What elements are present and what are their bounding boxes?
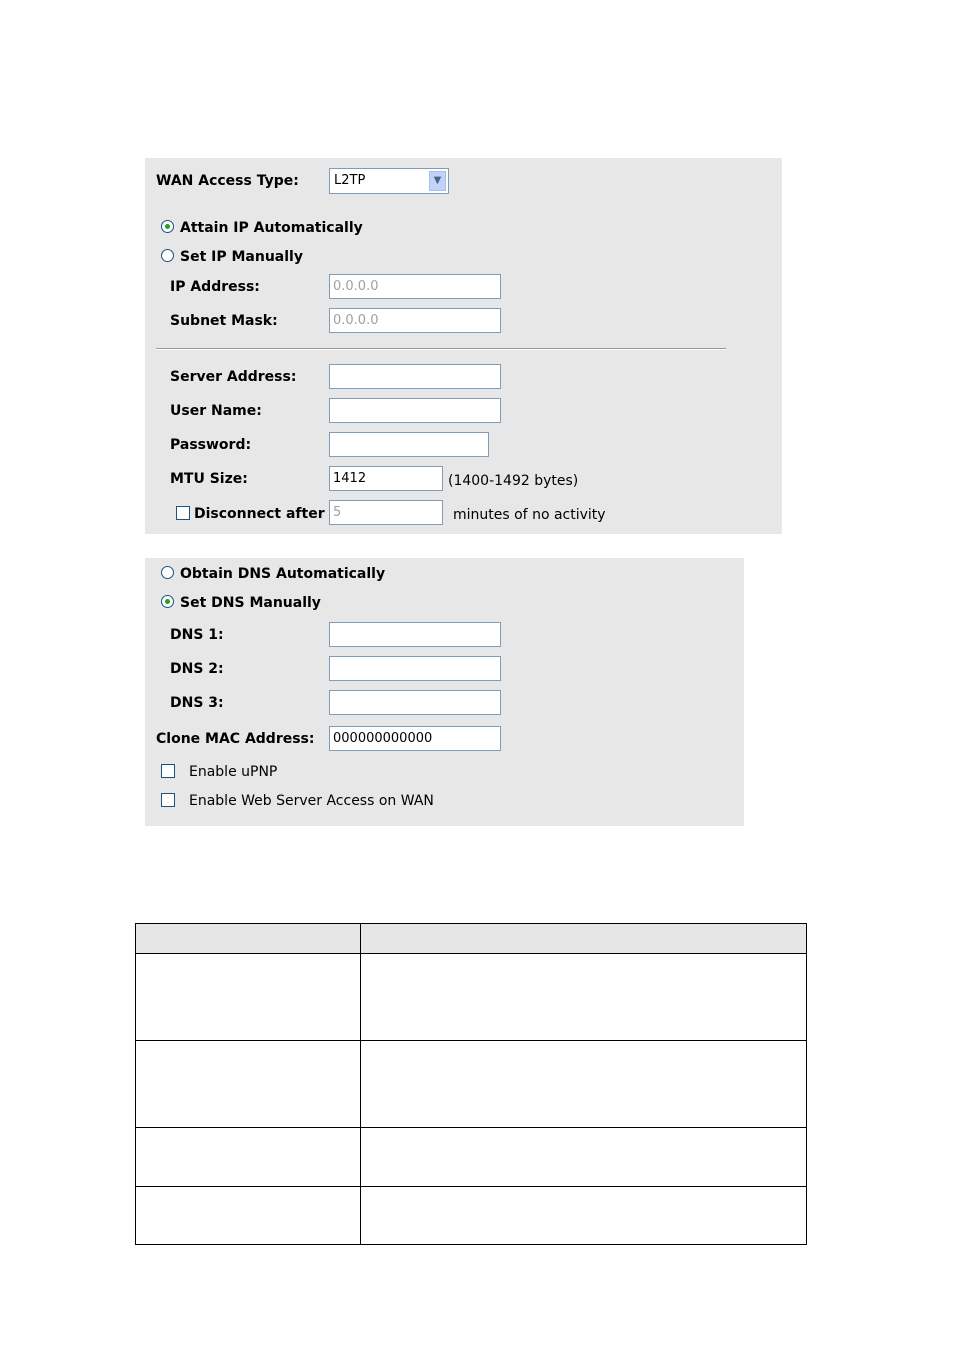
table-cell [361,1187,807,1245]
table-row [136,1128,807,1187]
table-row [136,1041,807,1128]
section-divider [156,348,726,350]
enable-upnp-checkbox[interactable] [161,764,175,778]
enable-web-access-label: Enable Web Server Access on WAN [189,793,434,809]
mtu-size-hint: (1400-1492 bytes) [448,473,579,489]
table-header-row [136,924,807,954]
obtain-dns-radio[interactable] [161,566,174,579]
clone-mac-label: Clone MAC Address: [156,731,315,747]
set-ip-manually-label: Set IP Manually [180,249,303,265]
disconnect-after-checkbox[interactable] [176,506,190,520]
dns1-input[interactable] [329,622,501,647]
password-label: Password: [170,437,252,453]
ip-address-input[interactable]: 0.0.0.0 [329,274,501,299]
set-dns-manually-label: Set DNS Manually [180,595,321,611]
user-name-input[interactable] [329,398,501,423]
server-address-input[interactable] [329,364,501,389]
mtu-size-label: MTU Size: [170,471,248,487]
table-cell [361,1128,807,1187]
wan-access-type-select[interactable] [329,168,449,194]
dns3-label: DNS 3: [170,695,224,711]
obtain-dns-label: Obtain DNS Automatically [180,566,386,582]
subnet-mask-label: Subnet Mask: [170,313,278,329]
table-row [136,954,807,1041]
ip-address-label: IP Address: [170,279,260,295]
dns2-input[interactable] [329,656,501,681]
mtu-size-input[interactable]: 1412 [329,466,443,491]
table-cell [361,954,807,1041]
table-row [136,1187,807,1245]
set-dns-manually-radio[interactable] [161,595,174,608]
table-cell [361,1041,807,1128]
disconnect-after-hint: minutes of no activity [453,507,606,523]
table-cell [136,954,361,1041]
table-cell [136,1041,361,1128]
dns2-label: DNS 2: [170,661,224,677]
disconnect-after-input[interactable]: 5 [329,500,443,525]
subnet-mask-input[interactable]: 0.0.0.0 [329,308,501,333]
table-header-cell [361,924,807,954]
dns3-input[interactable] [329,690,501,715]
disconnect-after-label: Disconnect after [194,506,325,522]
attain-ip-radio[interactable] [161,220,174,233]
description-table [135,923,807,1245]
chevron-down-icon: ▼ [429,171,446,191]
user-name-label: User Name: [170,403,262,419]
table-cell [136,1128,361,1187]
table-cell [136,1187,361,1245]
enable-upnp-label: Enable uPNP [189,764,278,780]
clone-mac-input[interactable]: 000000000000 [329,726,501,751]
wan-access-type-value: L2TP [334,173,366,188]
set-ip-manually-radio[interactable] [161,249,174,262]
table-header-cell [136,924,361,954]
wan-access-type-label: WAN Access Type: [156,173,299,189]
enable-web-access-checkbox[interactable] [161,793,175,807]
server-address-label: Server Address: [170,369,297,385]
dns1-label: DNS 1: [170,627,224,643]
password-input[interactable] [329,432,489,457]
attain-ip-label: Attain IP Automatically [180,220,363,236]
